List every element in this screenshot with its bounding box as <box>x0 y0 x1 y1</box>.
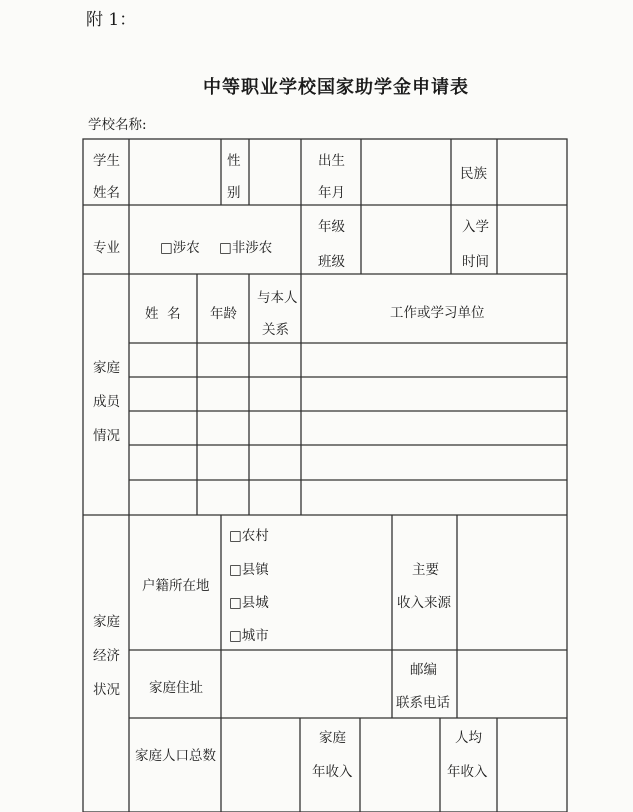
gender-label-2: 别 <box>227 185 241 201</box>
economy-section-label-3: 状况 <box>93 682 120 698</box>
economy-section-label-2: 经济 <box>93 648 120 664</box>
family-income-label-2: 年收入 <box>312 764 353 780</box>
col-name-header: 姓 名 <box>145 306 181 322</box>
enroll-label-2: 时间 <box>462 254 489 270</box>
economy-section-label-1: 家庭 <box>93 614 120 630</box>
table-border <box>83 139 567 812</box>
income-source-label-2: 收入来源 <box>397 595 451 611</box>
checkbox-city[interactable]: □城市 <box>229 628 269 644</box>
col-relation-header-1: 与本人 <box>257 290 298 306</box>
grade-label-2: 班级 <box>318 254 345 270</box>
gender-label-1: 性 <box>227 153 241 169</box>
ethnicity-label: 民族 <box>460 166 487 182</box>
checkbox-county-town[interactable]: □县镇 <box>229 562 269 578</box>
form-title: 中等职业学校国家助学金申请表 <box>203 77 469 98</box>
col-age-header: 年龄 <box>210 306 237 322</box>
family-section-label-2: 成员 <box>93 394 120 410</box>
per-capita-income-label-2: 年收入 <box>447 764 488 780</box>
attachment-label: 附 1： <box>86 10 137 30</box>
school-name-label: 学校名称: <box>88 117 147 133</box>
income-source-label-1: 主要 <box>412 562 439 578</box>
family-section-label-1: 家庭 <box>93 360 120 376</box>
checkbox-non-agricultural[interactable]: □非涉农 <box>219 240 273 256</box>
major-label: 专业 <box>93 240 120 256</box>
birth-label-1: 出生 <box>318 153 345 169</box>
grade-label-1: 年级 <box>318 219 345 235</box>
student-name-label-2: 姓名 <box>93 185 120 201</box>
population-label: 家庭人口总数 <box>135 748 216 764</box>
family-section-label-3: 情况 <box>93 428 120 444</box>
checkbox-rural[interactable]: □农村 <box>229 528 269 544</box>
postcode-label: 邮编 <box>410 662 437 678</box>
family-income-label-1: 家庭 <box>319 730 346 746</box>
col-work-header: 工作或学习单位 <box>390 305 485 321</box>
per-capita-income-label-1: 人均 <box>455 730 482 746</box>
enroll-label-1: 入学 <box>462 219 489 235</box>
checkbox-agricultural[interactable]: □涉农 <box>160 240 200 256</box>
hukou-label: 户籍所在地 <box>142 578 210 594</box>
col-relation-header-2: 关系 <box>262 322 289 338</box>
checkbox-county-seat[interactable]: □县城 <box>229 595 269 611</box>
birth-label-2: 年月 <box>318 185 345 201</box>
address-label: 家庭住址 <box>149 680 203 696</box>
student-name-label-1: 学生 <box>93 153 120 169</box>
phone-label: 联系电话 <box>396 695 450 711</box>
